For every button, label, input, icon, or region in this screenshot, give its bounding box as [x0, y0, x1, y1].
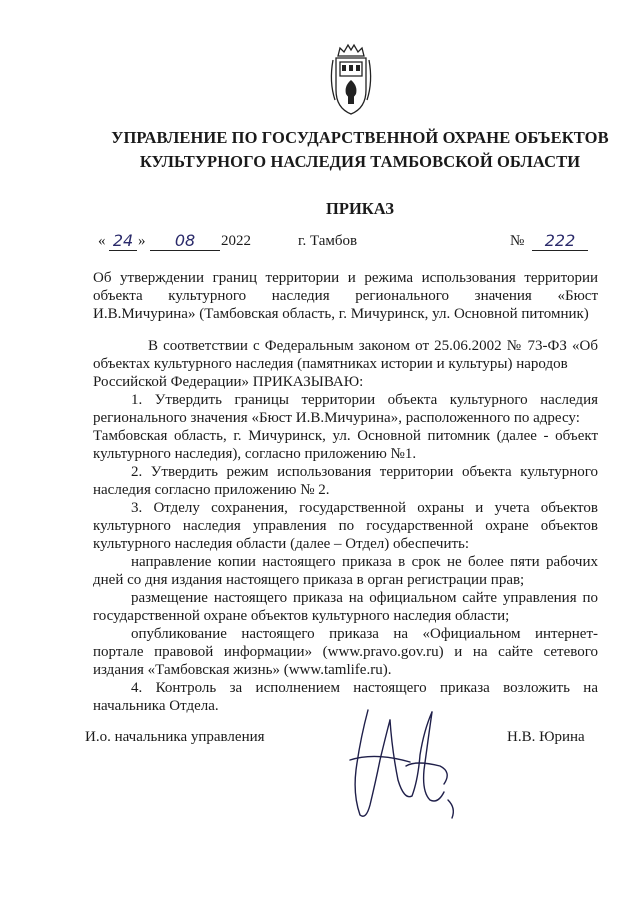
subject-line: И.В.Мичурина» (Тамбовская область, г. Мичуринск, ул. Основной питомник)	[93, 306, 589, 322]
document-title: ПРИКАЗ	[326, 199, 394, 218]
order-number: 222	[532, 231, 588, 251]
org-name-line2: КУЛЬТУРНОГО НАСЛЕДИЯ ТАМБОВСКОЙ ОБЛАСТИ	[139, 152, 581, 171]
body-line: 3. Отделу сохранения, государственной охраны и учета объектов	[131, 500, 598, 516]
body-line: направление копии настоящего приказа в срок не более пяти рабочих	[131, 554, 598, 570]
body-line: начальника Отдела.	[93, 698, 219, 714]
coat-of-arms-icon	[324, 42, 378, 118]
body-line: издания «Тамбовская жизнь» (www.tamlife.ru).	[93, 662, 392, 678]
body-line: культурного наследия области (далее – Отдел) обеспечить:	[93, 536, 470, 552]
signatory-position: И.о. начальника управления	[85, 729, 265, 745]
body-line: наследия согласно приложению № 2.	[93, 482, 330, 498]
body-line: культурного наследия), согласно приложению №1.	[93, 446, 417, 462]
subject-line: Об утверждении границ территории и режима использования территории	[93, 270, 598, 286]
body-line: опубликование настоящего приказа на «Официальном интернет-	[131, 626, 598, 642]
body-line: Тамбовская область, г. Мичуринск, ул. Основной питомник (далее - объект	[93, 428, 598, 444]
body-line: портале правовой информации» (www.pravo.gov.ru) и на сайте сетевого	[93, 644, 598, 660]
date-open-quote: «	[98, 233, 106, 249]
handwritten-signature	[320, 700, 480, 830]
body-line: Российской Федерации» ПРИКАЗЫВАЮ:	[93, 374, 364, 390]
body-line: 2. Утвердить режим использования территории объекта культурного	[131, 464, 598, 480]
body-line: 1. Утвердить границы территории объекта культурного наследия	[131, 392, 598, 408]
body-line: культурного наследия управления по государственной охране объектов	[93, 518, 598, 534]
date-day: 24	[109, 231, 137, 251]
body-line: государственной охране объектов культурного наследия области;	[93, 608, 510, 624]
date-year: 2022	[221, 233, 251, 249]
org-name-line1: УПРАВЛЕНИЕ ПО ГОСУДАРСТВЕННОЙ ОХРАНЕ ОБЪЕКТОВ	[111, 128, 609, 147]
date-month: 08	[150, 231, 220, 251]
body-line: объектах культурного наследия (памятниках истории и культуры) народов	[93, 356, 568, 372]
signatory-name: Н.В. Юрина	[507, 729, 585, 745]
body-line: дней со дня издания настоящего приказа в орган регистрации прав;	[93, 572, 525, 588]
body-line: 4. Контроль за исполнением настоящего приказа возложить на	[131, 680, 598, 696]
date-close-quote: »	[138, 233, 146, 249]
city: г. Тамбов	[298, 233, 358, 249]
number-sign: №	[510, 233, 525, 249]
body-line: размещение настоящего приказа на официальном сайте управления по	[131, 590, 598, 606]
subject-line: объекта культурного наследия регионального значения «Бюст	[93, 288, 598, 304]
date-line	[98, 233, 598, 257]
body-line: регионального значения «Бюст И.В.Мичурина», расположенного по адресу:	[93, 410, 580, 426]
body-line: В соответствии с Федеральным законом от 25.06.2002 № 73-ФЗ «Об	[148, 338, 598, 354]
